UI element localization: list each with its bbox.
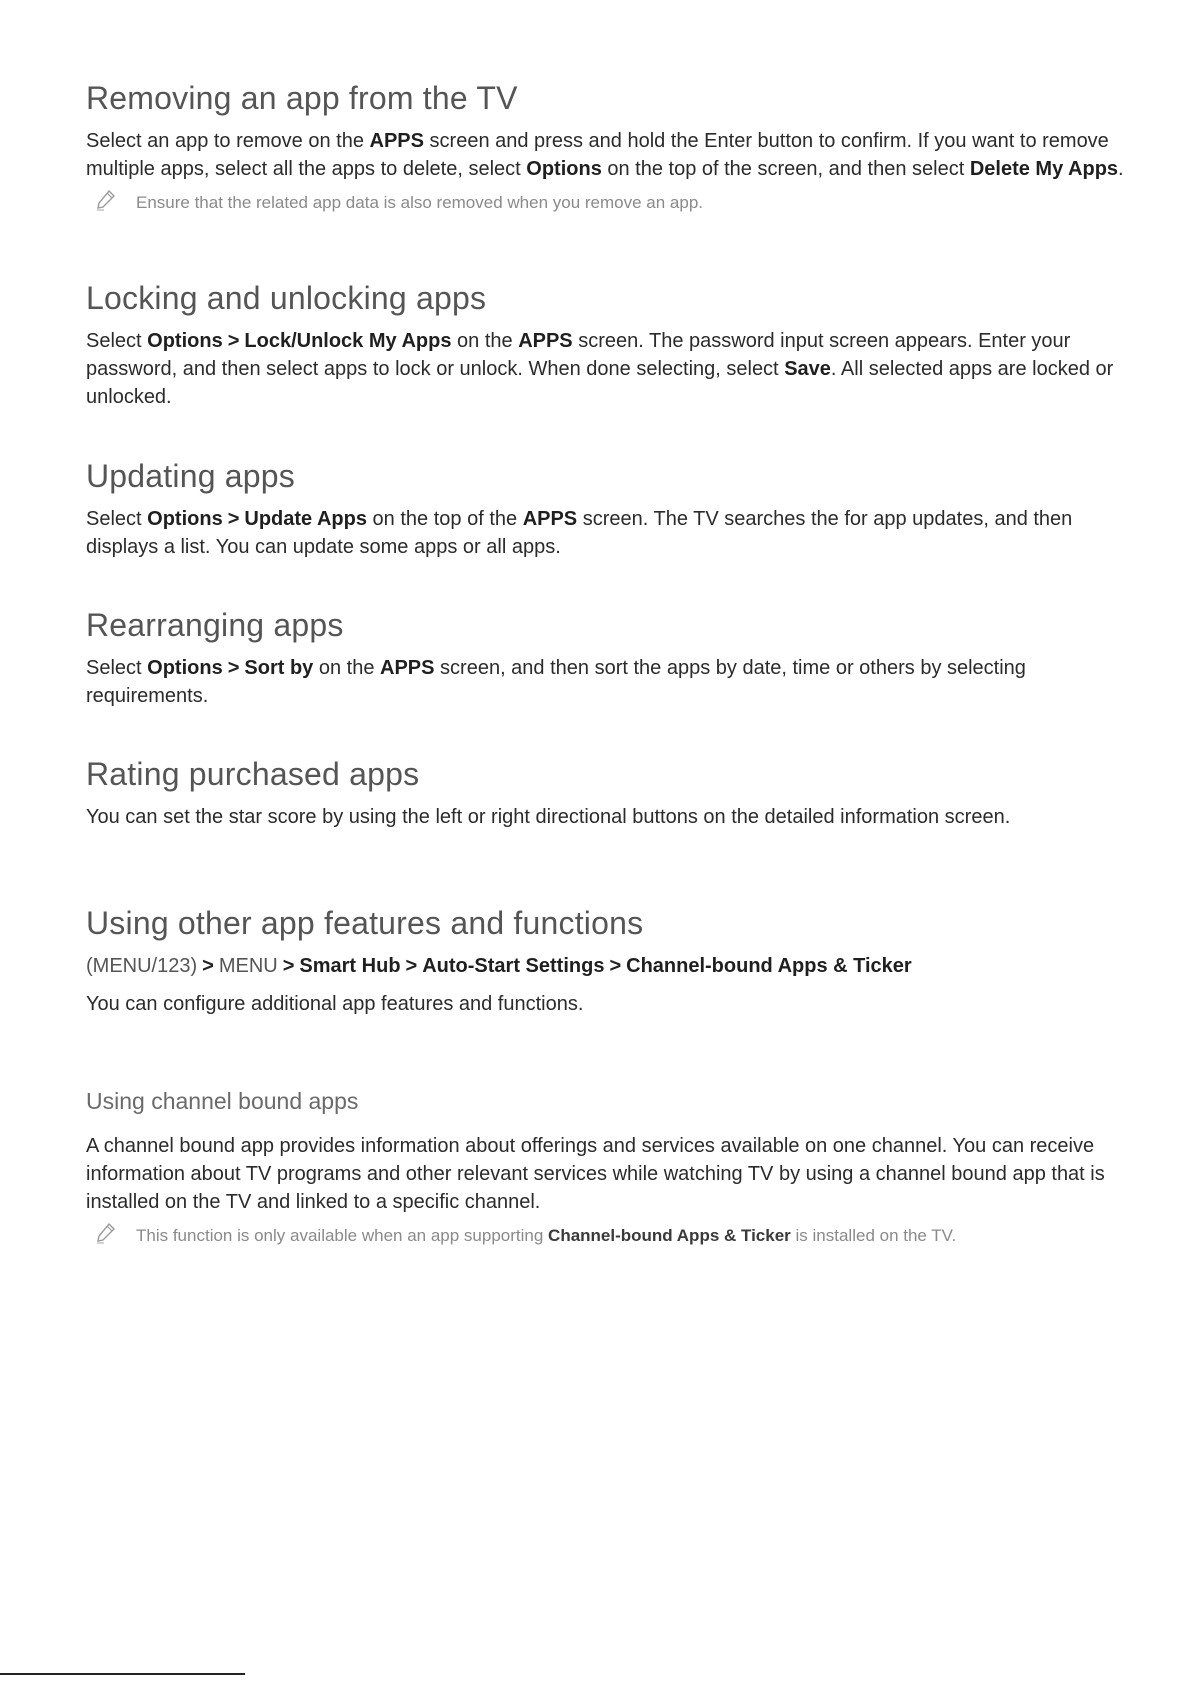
section-title: Rating purchased apps bbox=[86, 756, 420, 792]
apps-term: APPS bbox=[380, 657, 435, 679]
options-term: Options bbox=[526, 158, 602, 180]
menu-path-item: MENU bbox=[218, 955, 278, 977]
menu-path bbox=[86, 952, 1126, 980]
section-body: You can configure additional app features and functions. bbox=[86, 993, 584, 1015]
section-body: Select Options > Sort by on the APPS screen, and then sort the apps by date, time or others by selecting requirements. bbox=[86, 654, 1126, 710]
path-separator: > bbox=[282, 955, 295, 977]
section-body: A channel bound app provides information about offerings and services available on one channel. You can receive information about TV programs and other relevant services while watching TV by using a channel bound app that is installed on the TV and linked to a specific channel. bbox=[86, 1135, 1105, 1213]
pencil-note-icon bbox=[94, 1222, 116, 1244]
section-title: Updating apps bbox=[86, 458, 295, 494]
update-apps-term: Update Apps bbox=[244, 508, 367, 530]
sort-by-term: Sort by bbox=[244, 657, 314, 679]
note: Ensure that the related app data is also removed when you remove an app. bbox=[86, 191, 1126, 215]
apps-term: APPS bbox=[518, 330, 573, 352]
section-body: You can set the star score by using the left or right directional buttons on the detailed information screen. bbox=[86, 806, 1011, 828]
apps-term: APPS bbox=[522, 508, 578, 530]
menu-path-item: Channel-bound Apps & Ticker bbox=[626, 955, 912, 977]
section-body: Select Options > Lock/Unlock My Apps on the APPS screen. The password input screen appears. Enter your password, and then select apps to lock or unlock. When done selecting, select Save. All selected apps are locked or unlocked. bbox=[86, 327, 1126, 411]
pencil-note-icon bbox=[94, 189, 116, 211]
section-body: Select an app to remove on the APPS screen and press and hold the Enter button to confirm. If you want to remove multiple apps, select all the apps to delete, select Options on the top of the screen, and then select Delete My Apps. bbox=[86, 130, 1124, 180]
path-separator: > bbox=[227, 330, 240, 352]
options-term: Options bbox=[147, 330, 223, 352]
path-separator: > bbox=[202, 955, 214, 977]
options-term: Options bbox=[147, 508, 223, 530]
options-term: Options bbox=[147, 657, 223, 679]
note: This function is only available when an app supporting Channel-bound Apps & Ticker is installed on the TV. bbox=[86, 1224, 1126, 1248]
menu-path-item: (MENU/123) bbox=[86, 955, 198, 977]
section-title: Using other app features and functions bbox=[86, 905, 644, 941]
section-rating-apps bbox=[86, 754, 1126, 831]
path-separator: > bbox=[405, 955, 418, 977]
save-term: Save bbox=[784, 358, 831, 380]
footer-rule bbox=[0, 1673, 245, 1675]
section-channel-bound-apps bbox=[86, 1086, 1126, 1248]
subsection-title: Using channel bound apps bbox=[86, 1088, 359, 1114]
path-separator: > bbox=[609, 955, 622, 977]
path-separator: > bbox=[227, 657, 240, 679]
lock-unlock-term: Lock/Unlock My Apps bbox=[244, 330, 452, 352]
section-locking-apps bbox=[86, 278, 1126, 411]
section-title: Rearranging apps bbox=[86, 607, 344, 643]
channel-bound-term: Channel-bound Apps & Ticker bbox=[548, 1226, 791, 1245]
section-body: Select Options > Update Apps on the top of the APPS screen. The TV searches the for app updates, and then displays a list. You can update some apps or all apps. bbox=[86, 505, 1126, 561]
section-title: Locking and unlocking apps bbox=[86, 280, 487, 316]
section-removing-app bbox=[86, 78, 1126, 215]
section-title: Removing an app from the TV bbox=[86, 80, 518, 116]
section-other-app-features bbox=[86, 903, 1126, 1018]
apps-term: APPS bbox=[369, 130, 424, 152]
menu-path-item: Auto-Start Settings bbox=[422, 955, 605, 977]
delete-my-apps-term: Delete My Apps bbox=[969, 158, 1119, 180]
path-separator: > bbox=[227, 508, 240, 530]
menu-path-item: Smart Hub bbox=[299, 955, 401, 977]
section-updating-apps bbox=[86, 456, 1126, 561]
section-rearranging-apps bbox=[86, 605, 1126, 710]
